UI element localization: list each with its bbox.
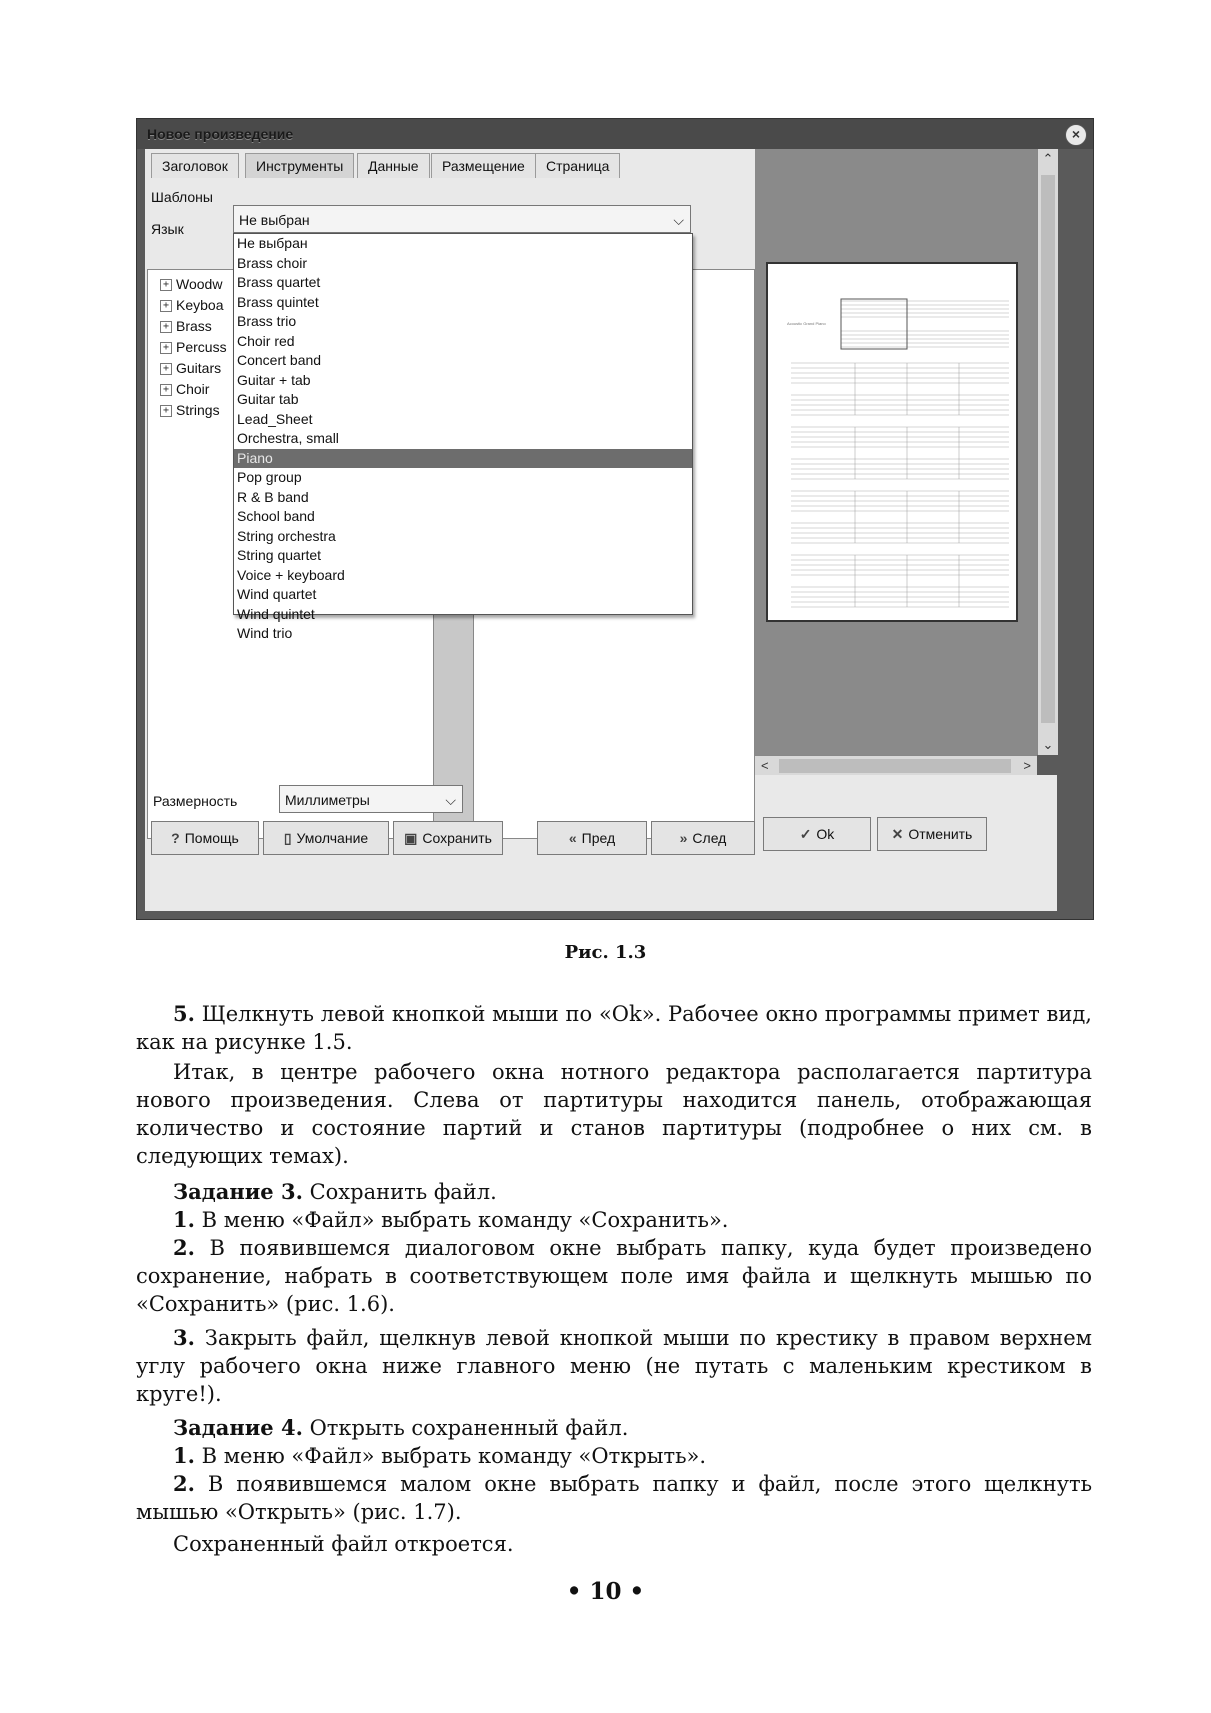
help-button-label: Помощь	[184, 830, 239, 846]
paragraph	[136, 1324, 1092, 1408]
scroll-up-icon[interactable]: ⌃	[1042, 151, 1054, 166]
tab-data[interactable]: Данные	[357, 153, 430, 178]
figure-caption: Рис. 1.3	[564, 942, 647, 963]
dropdown-option-selected[interactable]: Piano	[234, 449, 692, 469]
chevron-down-icon: ⌵	[445, 792, 456, 808]
templates-select[interactable]	[233, 205, 691, 233]
paragraph-text: В появившемся диалоговом окне выбрать папку, куда будет произведено сохранение, набрать в соответствующем поле имя файла и щелкнуть мышью по «Сохранить» (рис. 1.6).	[136, 1236, 1092, 1316]
templates-dropdown-list[interactable]	[233, 233, 693, 641]
paragraph	[136, 1530, 1092, 1558]
tree-item-label: Strings	[176, 402, 220, 418]
expand-icon[interactable]: +	[160, 342, 172, 354]
help-icon: ?	[171, 830, 180, 846]
paragraph-number: 2.	[173, 1235, 195, 1260]
dropdown-option[interactable]: Choir red	[237, 332, 295, 349]
tree-item[interactable]	[160, 276, 222, 292]
paragraph-number: 5.	[173, 1001, 195, 1026]
language-label: Язык	[151, 221, 184, 237]
paragraph-number: 2.	[173, 1471, 195, 1496]
paragraph	[136, 1206, 1092, 1234]
paragraph-text: Итак, в центре рабочего окна нотного редактора располагается партитура нового произведения. Слева от партитуры находится панель, отображающая количество и состояние партий и станов партитуры (подробнее о них см. в следующих темах).	[136, 1060, 1092, 1168]
dialog-titlebar	[137, 119, 1093, 149]
templates-select-value: Не выбран	[239, 212, 310, 228]
paragraph-text: Щелкнуть левой кнопкой мыши по «Ok». Рабочее окно программы примет вид, как на рисунке 1.5.	[136, 1002, 1092, 1054]
dropdown-option[interactable]: Guitar tab	[237, 391, 299, 407]
tree-item[interactable]	[160, 297, 223, 313]
dropdown-option[interactable]: String quartet	[237, 547, 322, 563]
default-button[interactable]	[263, 821, 389, 855]
tree-item-label: Brass	[176, 318, 212, 334]
tree-item-label: Woodw	[176, 276, 223, 292]
scroll-thumb[interactable]	[779, 759, 1011, 773]
dropdown-option[interactable]: Pop group	[237, 469, 302, 485]
preview-horizontal-scrollbar[interactable]	[755, 755, 1037, 776]
tree-item[interactable]	[160, 360, 221, 376]
cancel-button[interactable]	[877, 817, 987, 851]
double-left-arrow-icon: «	[568, 830, 577, 846]
dialog-title: Новое произведение	[147, 126, 294, 142]
dropdown-option[interactable]: Не выбран	[237, 235, 308, 251]
tab-layout[interactable]: Размещение	[431, 153, 536, 178]
dropdown-option[interactable]: Brass quartet	[237, 274, 321, 290]
preview-instrument-name: Acoustic Grand Piano	[787, 321, 826, 326]
scroll-thumb[interactable]	[1041, 175, 1055, 723]
dropdown-option[interactable]: School band	[237, 508, 315, 524]
cancel-button-label: Отменить	[908, 826, 973, 842]
tab-bar	[145, 149, 755, 177]
help-button[interactable]	[151, 821, 259, 855]
double-right-arrow-icon: »	[679, 830, 688, 846]
scroll-left-icon[interactable]: <	[761, 758, 769, 773]
tab-instruments[interactable]: Инструменты	[245, 153, 354, 178]
paragraph-number: 1.	[173, 1207, 195, 1232]
paragraph-number: 1.	[173, 1443, 195, 1468]
prev-button[interactable]	[537, 821, 647, 855]
tree-item[interactable]	[160, 381, 209, 397]
paragraph-text: В меню «Файл» выбрать команду «Сохранить».	[194, 1208, 729, 1232]
expand-icon[interactable]: +	[160, 384, 172, 396]
dropdown-option[interactable]: Brass trio	[237, 313, 297, 329]
templates-label: Шаблоны	[151, 189, 213, 205]
dropdown-option[interactable]: Voice + keyboard	[237, 566, 345, 583]
save-button-label: Сохранить	[422, 830, 492, 846]
expand-icon[interactable]: +	[160, 363, 172, 375]
task-number: Задание 3.	[173, 1179, 303, 1204]
tree-item-label: Guitars	[176, 360, 222, 376]
task-text: Открыть сохраненный файл.	[302, 1416, 629, 1440]
document-icon: ▯	[283, 830, 292, 846]
dropdown-option[interactable]: Orchestra, small	[237, 430, 339, 446]
ok-button-label: Ok	[816, 826, 835, 842]
dropdown-option[interactable]: Wind trio	[237, 625, 293, 641]
page-preview-area	[755, 149, 1037, 755]
prev-button-label: Пред	[581, 830, 616, 846]
dropdown-option[interactable]: Wind quintet	[237, 605, 315, 622]
tree-item[interactable]	[160, 402, 220, 418]
tree-item[interactable]	[160, 318, 212, 334]
expand-icon[interactable]: +	[160, 279, 172, 291]
default-button-label: Умолчание	[296, 830, 369, 846]
page-number: • 10 •	[566, 1578, 645, 1605]
task-number: Задание 4.	[173, 1415, 303, 1440]
paragraph	[136, 1058, 1092, 1170]
dropdown-option[interactable]: Wind quartet	[237, 586, 317, 602]
left-panel	[145, 149, 755, 911]
dropdown-option[interactable]: Concert band	[237, 352, 322, 368]
scroll-down-icon[interactable]: ⌄	[1042, 737, 1054, 752]
scroll-right-icon[interactable]: >	[1023, 758, 1031, 773]
dropdown-option[interactable]: Lead_Sheet	[237, 410, 313, 427]
paragraph	[136, 1442, 1092, 1470]
paragraph-number: 3.	[173, 1325, 195, 1350]
next-button[interactable]	[651, 821, 755, 855]
floppy-icon: ▣	[404, 830, 418, 846]
task-text: Сохранить файл.	[302, 1180, 497, 1204]
dropdown-option[interactable]: R & B band	[237, 488, 309, 505]
tree-item-label: Percuss	[176, 339, 227, 355]
paragraph-text: В меню «Файл» выбрать команду «Открыть».	[194, 1444, 707, 1468]
close-icon[interactable]: ×	[1065, 124, 1087, 146]
tree-item[interactable]	[160, 339, 227, 355]
paragraph-text: Закрыть файл, щелкнув левой кнопкой мыши по крестику в правом верхнем углу рабочего окна ниже главного меню (не путать с маленьким крестиком в круге!).	[136, 1326, 1092, 1406]
paragraph-text: В появившемся малом окне выбрать папку и файл, после этого щелкнуть мышью «Открыть» (рис. 1.7).	[136, 1472, 1092, 1524]
dropdown-option[interactable]: Guitar + tab	[237, 371, 311, 388]
chevron-down-icon: ⌵	[673, 212, 684, 228]
expand-icon[interactable]: +	[160, 300, 172, 312]
next-button-label: След	[692, 830, 727, 846]
expand-icon[interactable]: +	[160, 321, 172, 333]
close-icon: ✕	[891, 826, 904, 842]
paragraph	[136, 1470, 1092, 1526]
dropdown-option[interactable]: Brass choir	[237, 254, 308, 271]
expand-icon[interactable]: +	[160, 405, 172, 417]
units-select[interactable]	[279, 785, 463, 813]
task-heading	[136, 1178, 1092, 1206]
paragraph	[136, 1234, 1092, 1318]
paragraph	[136, 1000, 1092, 1056]
dropdown-option[interactable]: Brass quintet	[237, 293, 319, 310]
tab-header[interactable]: Заголовок	[151, 153, 239, 178]
tree-item-label: Choir	[176, 381, 210, 397]
save-button[interactable]	[393, 821, 503, 855]
new-piece-dialog	[136, 118, 1094, 920]
preview-vertical-scrollbar[interactable]	[1037, 149, 1058, 755]
units-label: Размерность	[153, 793, 238, 809]
page-preview	[755, 149, 1037, 755]
right-button-area	[755, 775, 1057, 911]
paragraph-text: Сохраненный файл откроется.	[173, 1532, 514, 1556]
task-heading	[136, 1414, 1092, 1442]
units-select-value: Миллиметры	[285, 792, 370, 808]
tree-item-label: Keyboa	[176, 297, 224, 313]
dropdown-option[interactable]: String orchestra	[237, 527, 336, 544]
tab-page[interactable]: Страница	[535, 153, 620, 178]
check-icon: ✓	[799, 826, 812, 842]
ok-button[interactable]	[763, 817, 871, 851]
